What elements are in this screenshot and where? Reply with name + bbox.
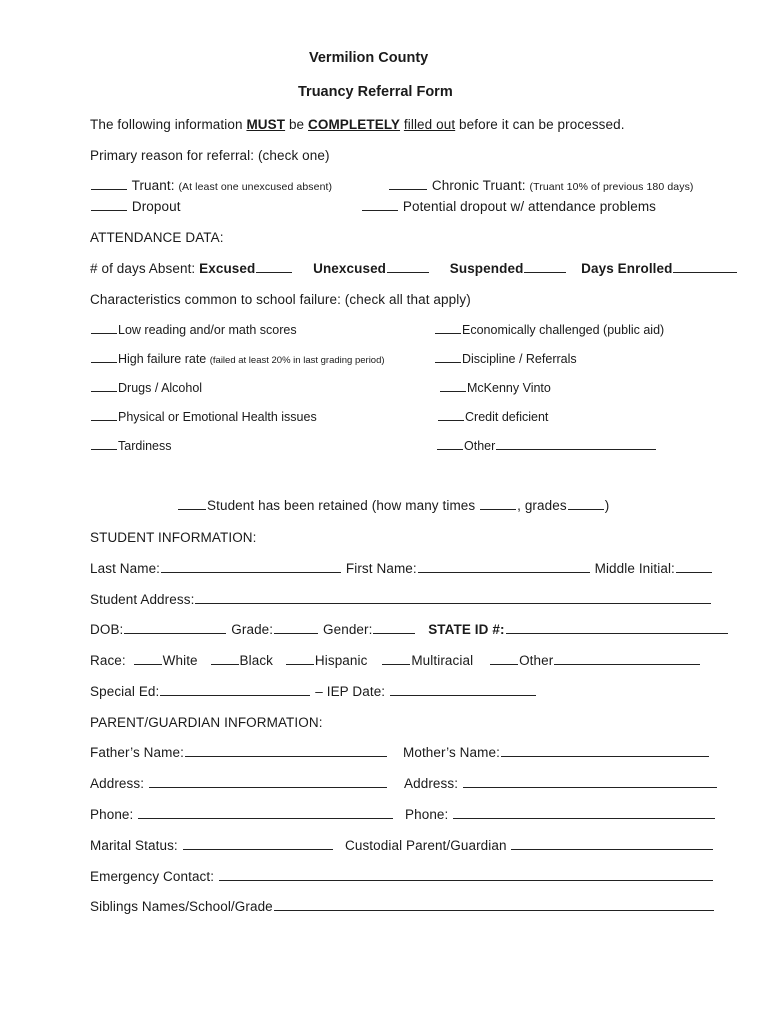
days-enrolled-field[interactable] [673, 261, 737, 273]
char-check-blank[interactable] [91, 322, 117, 334]
custodial-field[interactable] [511, 838, 713, 850]
mother-phone-field[interactable] [453, 807, 715, 819]
unexcused-label: Unexcused [313, 261, 387, 276]
gender-field[interactable] [373, 622, 415, 634]
char-label: Other [464, 439, 496, 453]
char-check-blank[interactable] [437, 438, 463, 450]
phone2-row [405, 807, 716, 822]
retained-row[interactable] [177, 498, 609, 513]
parent-heading: PARENT/GUARDIAN INFORMATION: [90, 715, 323, 730]
father-name-field[interactable] [185, 745, 387, 757]
char-right-2[interactable] [439, 380, 551, 395]
father-address-label: Address: [90, 776, 145, 791]
char-check-blank[interactable] [435, 351, 461, 363]
char-check-blank[interactable] [91, 438, 117, 450]
father-phone-field[interactable] [138, 807, 393, 819]
dropout-check-blank[interactable] [91, 199, 127, 211]
special-ed-row [90, 684, 537, 699]
father-address-field[interactable] [149, 776, 387, 788]
phone1-row [90, 807, 394, 822]
chronic-label: Chronic Truant: [431, 178, 526, 193]
race-option-other: Other [519, 653, 554, 668]
char-label: Tardiness [118, 439, 172, 453]
marital-row [90, 838, 334, 853]
dropout-label: Dropout [131, 199, 181, 214]
chronic-check-blank[interactable] [389, 178, 427, 190]
retained-close: ) [604, 498, 610, 513]
iep-date-field[interactable] [390, 684, 536, 696]
special-ed-label: Special Ed: [90, 684, 160, 699]
race-option-black: Black [239, 653, 274, 668]
truant-check-blank[interactable] [91, 178, 127, 190]
race-row [90, 653, 701, 668]
retained-times-field[interactable] [480, 498, 516, 510]
mother-address-label: Address: [404, 776, 459, 791]
intro-must: MUST [246, 117, 286, 132]
custodial-row [345, 838, 714, 853]
char-right-0[interactable] [434, 322, 664, 337]
intro-completely: COMPLETELY [308, 117, 401, 132]
char-label: Discipline / Referrals [462, 352, 577, 366]
race-check-blank[interactable] [211, 653, 239, 665]
unexcused-field[interactable] [387, 261, 429, 273]
char-label: Low reading and/or math scores [118, 323, 297, 337]
reason-heading: Primary reason for referral: (check one) [90, 148, 330, 163]
father-name-row [90, 745, 388, 760]
potential-dropout-option[interactable] [361, 199, 656, 214]
char-check-blank[interactable] [440, 380, 466, 392]
race-check-blank[interactable] [490, 653, 518, 665]
truant-option[interactable] [90, 178, 332, 193]
truant-note: (At least one unexcused absent) [178, 181, 333, 193]
iep-date-label: – IEP Date: [315, 684, 386, 699]
char-check-blank[interactable] [435, 322, 461, 334]
char-left-0[interactable] [90, 322, 297, 337]
char-label: Drugs / Alcohol [118, 381, 203, 395]
student-address-row [90, 592, 712, 607]
race-option-hispanic: Hispanic [314, 653, 368, 668]
char-right-3[interactable] [437, 409, 548, 424]
dropout-option[interactable] [90, 199, 181, 214]
excused-label: Excused [199, 261, 256, 276]
intro-pre: The following information [90, 117, 247, 132]
absent-label: # of days Absent: [90, 261, 196, 276]
retained-label: Student has been retained (how many times [207, 498, 476, 513]
first-name-field[interactable] [418, 561, 590, 573]
other-field[interactable] [496, 438, 656, 450]
address1-row [90, 776, 388, 791]
student-name-row [90, 561, 713, 576]
address2-row [404, 776, 718, 791]
chronic-truant-option[interactable] [388, 178, 694, 193]
emergency-contact-label: Emergency Contact: [90, 869, 215, 884]
char-check-blank[interactable] [438, 409, 464, 421]
race-label: Race: [90, 653, 126, 668]
attendance-heading: ATTENDANCE DATA: [90, 230, 224, 245]
father-phone-label: Phone: [90, 807, 134, 822]
char-left-4[interactable] [90, 438, 172, 453]
race-other-field[interactable] [554, 653, 700, 665]
custodial-label: Custodial Parent/Guardian [345, 838, 507, 853]
first-name-label: First Name: [345, 561, 417, 576]
char-label: High failure rate [118, 352, 207, 366]
char-right-4[interactable] [436, 438, 657, 453]
mother-name-label: Mother’s Name: [403, 745, 500, 760]
mother-name-field[interactable] [501, 745, 709, 757]
student-heading: STUDENT INFORMATION: [90, 530, 257, 545]
emergency-row [90, 869, 714, 884]
middle-initial-field[interactable] [676, 561, 712, 573]
student-address-field[interactable] [195, 592, 711, 604]
special-ed-field[interactable] [160, 684, 310, 696]
days-enrolled-label: Days Enrolled [581, 261, 673, 276]
suspended-field[interactable] [524, 261, 566, 273]
state-id-field[interactable] [506, 622, 728, 634]
race-check-blank[interactable] [382, 653, 410, 665]
char-check-blank[interactable] [91, 380, 117, 392]
last-name-label: Last Name: [90, 561, 161, 576]
mother-phone-label: Phone: [405, 807, 449, 822]
dob-field[interactable] [124, 622, 226, 634]
middle-initial-label: Middle Initial: [594, 561, 675, 576]
form-county-title: Vermilion County [309, 50, 429, 66]
marital-status-label: Marital Status: [90, 838, 178, 853]
gender-label: Gender: [323, 622, 373, 637]
mother-name-row [403, 745, 710, 760]
dob-label: DOB: [90, 622, 124, 637]
father-name-label: Father’s Name: [90, 745, 184, 760]
characteristics-heading: Characteristics common to school failure: (check all that apply) [90, 292, 471, 307]
char-check-blank[interactable] [91, 351, 117, 363]
emergency-contact-field[interactable] [219, 869, 713, 881]
char-label: Economically challenged (public aid) [462, 323, 665, 337]
marital-status-field[interactable] [183, 838, 333, 850]
student-address-label: Student Address: [90, 592, 195, 607]
retained-grades-field[interactable] [568, 498, 604, 510]
chronic-note: (Truant 10% of previous 180 days) [529, 181, 694, 193]
state-id-label: STATE ID #: [428, 622, 505, 637]
char-left-1[interactable] [90, 351, 385, 366]
intro-filled-out: filled out [403, 117, 456, 132]
mother-address-field[interactable] [463, 776, 717, 788]
retained-grades-label: , grades [517, 498, 567, 513]
intro-be: be [285, 117, 309, 132]
intro-post: before it can be processed. [455, 117, 625, 132]
char-label: McKenny Vinto [467, 381, 551, 395]
char-left-3[interactable] [90, 409, 317, 424]
retained-check-blank[interactable] [178, 498, 206, 510]
siblings-row [90, 899, 715, 914]
char-left-2[interactable] [90, 380, 202, 395]
last-name-field[interactable] [161, 561, 341, 573]
grade-label: Grade: [231, 622, 274, 637]
truant-label: Truant: [131, 178, 175, 193]
siblings-field[interactable] [274, 899, 714, 911]
intro-text [90, 117, 625, 132]
race-check-blank[interactable] [286, 653, 314, 665]
char-note: (failed at least 20% in last grading period) [209, 355, 385, 366]
potential-check-blank[interactable] [362, 199, 398, 211]
attendance-row [90, 261, 738, 276]
char-right-1[interactable] [434, 351, 577, 366]
race-check-blank[interactable] [134, 653, 162, 665]
potential-label: Potential dropout w/ attendance problems [402, 199, 657, 214]
form-title: Truancy Referral Form [298, 84, 453, 100]
suspended-label: Suspended [449, 261, 524, 276]
char-check-blank[interactable] [91, 409, 117, 421]
race-option-multiracial: Multiracial [411, 653, 474, 668]
excused-field[interactable] [256, 261, 292, 273]
student-dob-row [90, 622, 729, 637]
siblings-label: Siblings Names/School/Grade [90, 899, 273, 914]
grade-field[interactable] [274, 622, 318, 634]
race-option-white: White [162, 653, 198, 668]
char-label: Credit deficient [465, 410, 549, 424]
char-label: Physical or Emotional Health issues [118, 410, 317, 424]
